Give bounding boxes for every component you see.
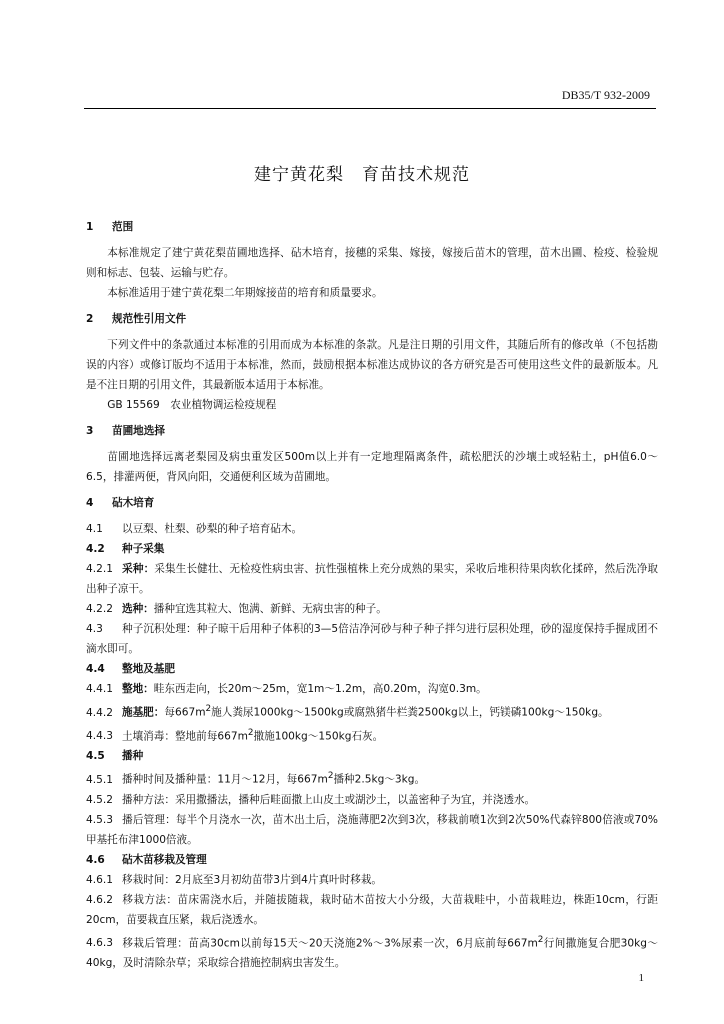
clause-4-4-3: 4.4.3 土壤消毒：整地前每$667m^2$撒施100kg～150kg石灰。 bbox=[86, 727, 384, 743]
document-code: DB35/T 932-2009 bbox=[561, 88, 650, 102]
paragraph: 下列文件中的条款通过本标准的引用而成为本标准的条款。凡是注日期的引用文件，其随后所有的修改单（不包括勘误的内容）或修订版均不适用于本标准，然而，鼓励根据本标准达成协议的各方研究是否可使用这些文件的最新版本。凡是不注日期的引用文件，其最新版本适用于本标准。 bbox=[86, 339, 658, 391]
clause-4-2-1: 4.2.1 采种：采集生长健壮、无检疫性病虫害、抗性强植株上充分成熟的果实，采收后堆积待果肉软化揉碎，然后洗净取出种子凉干。 bbox=[86, 563, 659, 595]
clause-4-4-heading: 4.4 整地及基肥 bbox=[86, 663, 175, 675]
section-heading-3: 3 苗圃地选择 bbox=[86, 425, 165, 437]
clause-4-4-2: 4.4.2 施基肥：每$667m^2$施人粪尿1000kg～1500kg或腐熟猪牛栏粪2500kg以上，钙镁磷100kg～150kg。 bbox=[86, 704, 609, 719]
clause-4-1: 4.1 以豆梨、杜梨、砂梨的种子培育砧木。 bbox=[86, 523, 303, 535]
paragraph: 本标准适用于建宁黄花梨二年期嫁接苗的培育和质量要求。 bbox=[107, 287, 383, 299]
section-heading-4: 4 砧木培育 bbox=[86, 497, 155, 509]
header-rule bbox=[84, 108, 656, 109]
clause-4-4-1: 4.4.1 整地：畦东西走向，长20m～25m，宽1m～1.2m，高0.20m，沟宽0.3m。 bbox=[86, 683, 487, 695]
clause-4-2-heading: 4.2 种子采集 bbox=[86, 543, 165, 555]
clause-4-3: 4.3 种子沉积处理：种子晾干后用种子体积的3—5倍洁净河砂与种子种子拌匀进行层积处理，砂的湿度保持手握成团不滴水即可。 bbox=[86, 623, 658, 655]
paragraph: 本标准规定了建宁黄花梨苗圃地选择、砧木培育，接穗的采集、嫁接，嫁接后苗木的管理，苗木出圃、检疫、检验规则和标志、包装、运输与贮存。 bbox=[86, 247, 658, 279]
paragraph: 苗圃地选择远离老梨园及病虫重发区500m以上并有一定地理隔离条件，疏松肥沃的沙壤土或轻粘土，pH值6.0～6.5，排灌两便，背风向阳，交通便利区域为苗圃地。 bbox=[86, 451, 658, 483]
section-heading-1: 1 范围 bbox=[86, 221, 134, 233]
clause-4-6-3: 4.6.3 移栽后管理：苗高30cm以前每15天～20天浇施2%～3%尿素一次，6月底前每$667m^2$行间撒施复合肥30kg～40kg，及时清除杂草；采取综合措施控制病虫害发生。 bbox=[86, 934, 659, 970]
clause-4-5-2: 4.5.2 播种方法：采用撒播法，播种后畦面撒上山皮土或湖沙土，以盖密种子为宜，并浇透水。 bbox=[86, 793, 536, 806]
clause-4-6-heading: 4.6 砧木苗移栽及管理 bbox=[86, 853, 207, 866]
section-heading-2: 2 规范性引用文件 bbox=[86, 313, 187, 325]
clause-4-2-2: 4.2.2 选种：播种宜选其粒大、饱满、新鲜、无病虫害的种子。 bbox=[86, 603, 387, 615]
clause-4-6-2: 4.6.2 移栽方法：苗床需浇水后，并随拔随栽，栽时砧木苗按大小分级，大苗栽畦中，小苗栽畦边，株距10cm，行距20cm，苗要栽直压紧，栽后浇透水。 bbox=[86, 893, 658, 926]
page-title: 建宁黄花梨 育苗技术规范 bbox=[254, 165, 470, 185]
reference-item: GB 15569 农业植物调运检疫规程 bbox=[107, 399, 277, 411]
clause-4-6-1: 4.6.1 移栽时间：2月底至3月初幼苗带3片到4片真叶时移栽。 bbox=[86, 873, 383, 886]
clause-4-5-3: 4.5.3 播后管理：每半个月浇水一次，苗木出土后，浇施薄肥2次到3次，移栽前喷1次到2次50%代森锌800倍液或70%甲基托布津1000倍液。 bbox=[86, 813, 658, 846]
document-body bbox=[86, 217, 658, 973]
clause-4-5-heading: 4.5 播种 bbox=[86, 750, 144, 763]
clause-4-5-1: 4.5.1 播种时间及播种量：11月～12月，每$667m^2$播种2.5kg～3kg。 bbox=[86, 771, 426, 786]
page-number: 1 bbox=[638, 972, 644, 984]
